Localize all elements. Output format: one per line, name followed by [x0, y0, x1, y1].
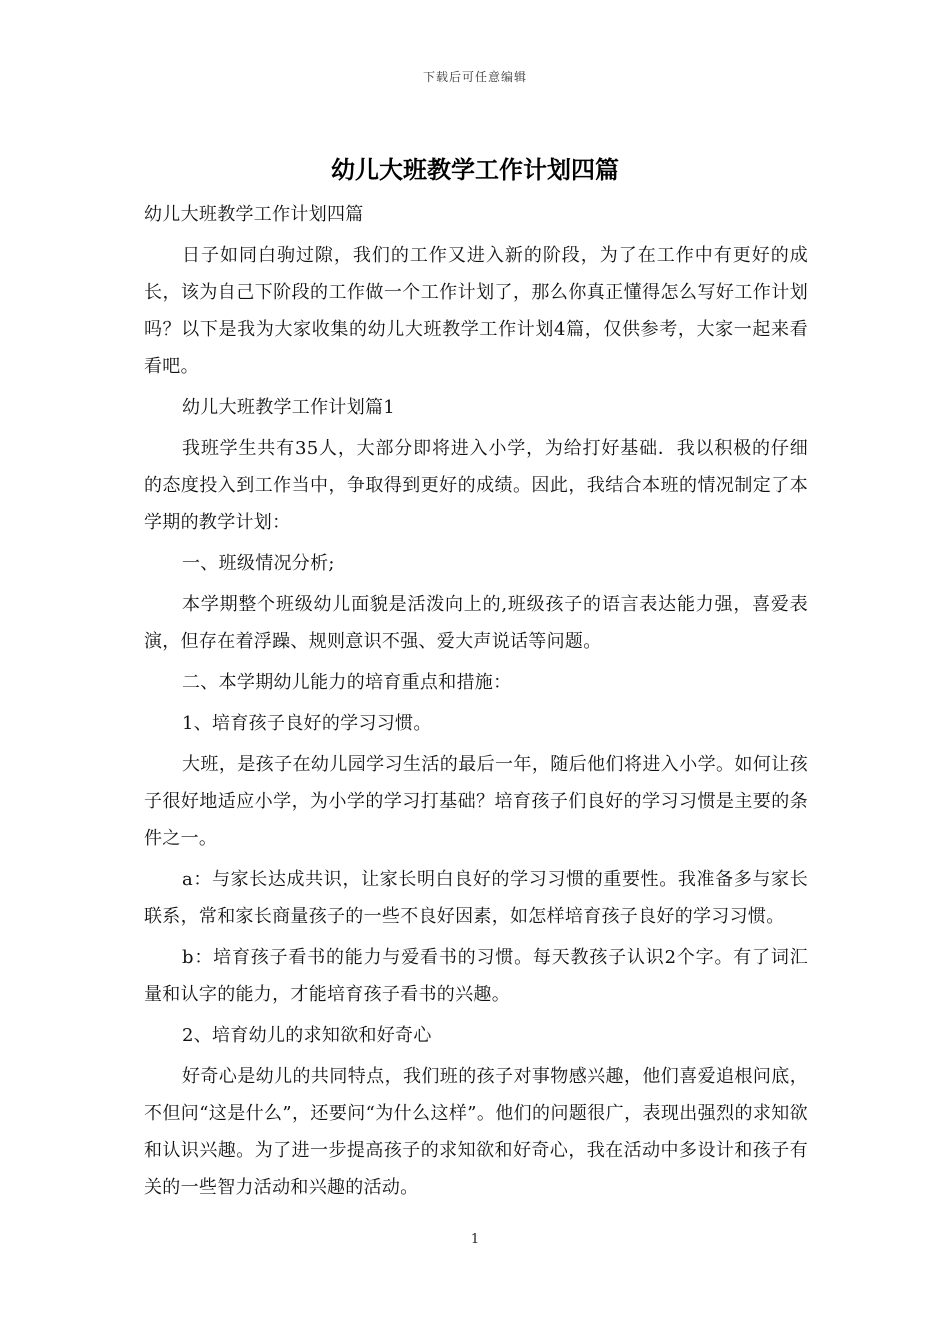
document-title: 幼儿大班教学工作计划四篇	[331, 155, 619, 184]
section-heading-class-analysis: 一、班级情况分析;	[182, 553, 335, 574]
subtitle-paragraph: 幼儿大班教学工作计划四篇	[144, 204, 364, 225]
body-paragraph: 我班学生共有35人，大部分即将进入小学，为给打好基础．我以积极的仔细的态度投入到工作当中，争取得到更好的成绩。因此，我结合本班的情况制定了本学期的教学计划：	[144, 438, 808, 533]
section-heading-key-measures: 二、本学期幼儿能力的培育重点和措施：	[182, 672, 512, 693]
body-paragraph: 大班，是孩子在幼儿园学习生活的最后一年，随后他们将进入小学。如何让孩子很好地适应小学，为小学的学习打基础？培育孩子们良好的学习习惯是主要的条件之一。	[144, 754, 808, 849]
list-item-b: b：培育孩子看书的能力与爱看书的习惯。每天教孩子认识2个字。有了词汇量和认字的能力，才能培育孩子看书的兴趣。	[144, 947, 808, 1005]
subsection-heading-curiosity: 2、培育幼儿的求知欲和好奇心	[182, 1025, 432, 1046]
document-body	[144, 196, 808, 1210]
page-header-note: 下载后可任意编辑	[422, 70, 527, 84]
section-heading-plan-1: 幼儿大班教学工作计划篇1	[182, 397, 396, 418]
page-number: 1	[470, 1232, 480, 1247]
body-paragraph: 好奇心是幼儿的共同特点，我们班的孩子对事物感兴趣，他们喜爱追根问底，不但问“这是什么”，还要问“为什么这样”。他们的问题很广，表现出强烈的求知欲和认识兴趣。为了进一步提高孩子的求知欲和好奇心，我在活动中多设计和孩子有关的一些智力活动和兴趣的活动。	[144, 1066, 808, 1198]
subsection-heading-study-habits: 1、培育孩子良好的学习习惯。	[182, 713, 432, 734]
list-item-a: a：与家长达成共识，让家长明白良好的学习习惯的重要性。我准备多与家长联系，常和家长商量孩子的一些不良好因素，如怎样培育孩子良好的学习习惯。	[144, 869, 808, 927]
intro-paragraph: 日子如同白驹过隙，我们的工作又进入新的阶段，为了在工作中有更好的成长，该为自己下阶段的工作做一个工作计划了，那么你真正懂得怎么写好工作计划吗？以下是我为大家收集的幼儿大班教学工作计划4篇，仅供参考，大家一起来看看吧。	[144, 245, 808, 377]
body-paragraph: 本学期整个班级幼儿面貌是活泼向上的,班级孩子的语言表达能力强，喜爱表演，但存在着浮躁、规则意识不强、爱大声说话等问题。	[144, 594, 808, 652]
